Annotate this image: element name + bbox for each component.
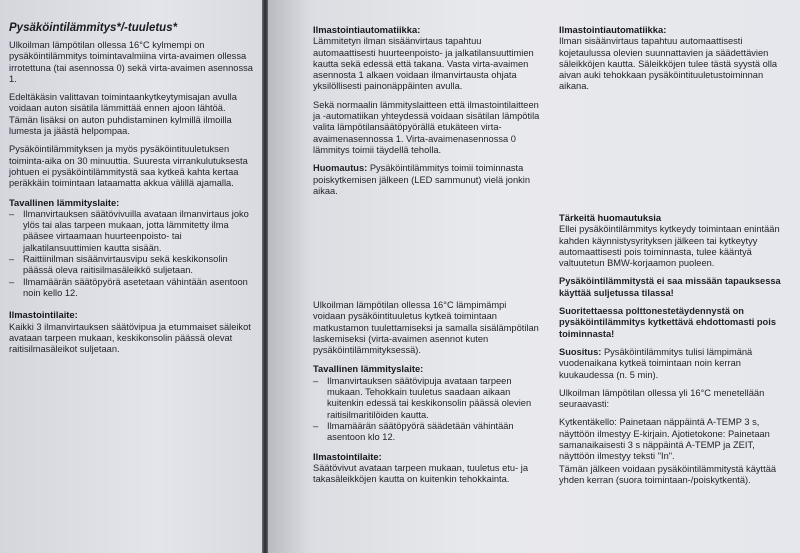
paragraph: Pysäköintilämmityksen ja myös pysäköintituuletuksen toiminta-aika on 30 minuuttia. Suuresta virrankulutuksesta johtuen ei pysäköintilämmitystä saa kytkeä kahta kertaa peräkkäin toimintaan lataamatta akkua välillä ajamalla. bbox=[9, 144, 248, 189]
left-page bbox=[0, 0, 262, 553]
paragraph: Ulkoilman lämpötilan ollessa yli 16°C menetellään seuraavasti: bbox=[559, 387, 765, 410]
list-item: – Ilmanvirtauksen säätövipuja avataan tarpeen mukaan. Tehokkain tuuletus saadaan aikaan kuitenkin edessä tai keskikonsolin päässä olevien raitisilmaritilöiden kautta. bbox=[313, 376, 541, 421]
paragraph: Ellei pysäköintilämmitys kytkeydy toimintaan enintään kahden käynnistysyrityksen jälkeen tai kytkeytyy automaattisesti pois toiminnasta, tulee kääntyä valtuutetun BMW-korjaamon puoleen. bbox=[559, 224, 780, 269]
recommendation bbox=[559, 347, 791, 381]
section-heading: Tavallinen lämmityslaite: bbox=[9, 196, 120, 208]
list-item: – Ilmanvirtauksen säätövivuilla avataan ilmanvirtaus joko ylös tai alas tarpeen mukaan, jotta lämmitetty ilma pääsee virtaamaan huurteenpoisto- tai jalkatilansuuttimien kautta sisään. bbox=[9, 209, 254, 254]
warning: Suoritettaessa polttonestetäydennystä on pysäköintilämmitys kytkettävä ehdottomasti pois toiminnasta! bbox=[559, 306, 776, 339]
note-text: Pysäköintilämmitys toimii toiminnasta poiskytkemisen jälkeen (LED sammunut) vielä jonkin aikaa. bbox=[313, 163, 531, 196]
paragraph: Kaikki 3 ilmanvirtauksen säätövipua ja etummaiset säleikot avataan tarpeen mukaan, keskikonsolin päässä olevat raitisilmasäleikot suljetaan. bbox=[9, 321, 251, 355]
list-item: – Raittiinilman sisäänvirtausvipu sekä keskikonsolin päässä oleva raitisilmasäleikkö suljetaan. bbox=[9, 254, 254, 277]
right-page bbox=[268, 0, 800, 553]
section-heading: Ilmastointiautomatiikka: bbox=[313, 24, 421, 35]
bullet-list bbox=[313, 376, 541, 444]
paragraph: Sekä normaalin lämmityslaitteen että ilmastointilaitteen ja -automatiikan yhteydessä voidaan sisätilan lämpötila valita lämpötilansäätöpyörällä etukäteen virta-avaimenasennossa 1. Virta-avaimenasennossa 0 lämmitys toimii täydellä teholla. bbox=[313, 99, 540, 155]
section-heading: Ilmastointilaite: bbox=[9, 309, 78, 321]
right-column-bottom bbox=[559, 212, 791, 493]
section-heading: Tärkeitä huomautuksia bbox=[559, 212, 662, 223]
right-column-top bbox=[559, 24, 791, 100]
middle-column-top bbox=[313, 24, 541, 204]
paragraph: Tämän jälkeen voidaan pysäköintilämmitystä käyttää yhden kerran (suora toimintaan-/poiskytkentä). bbox=[559, 463, 777, 485]
paragraph: Ulkoilman lämpötilan ollessa 16°C kylmempi on pysäköintilämmitys toimintavalmiina virta-avaimen ollessa irrotettuna (tai asennossa 0) sekä virta-avaimen asennossa 1. bbox=[9, 40, 253, 84]
warning: Pysäköintilämmitystä ei saa missään tapauksessa käyttää suljetussa tilassa! bbox=[559, 276, 781, 298]
page-title: Pysäköintilämmitys*/-tuuletus* bbox=[9, 22, 178, 34]
list-item: – Ilmamäärän säätöpyörä säädetään vähintään asentoon klo 12. bbox=[313, 421, 541, 444]
recommendation-text: Pysäköintilämmitys tulisi lämpimänä vuodenaikana kytkeä toimintaan noin kerran kuukaudessa (n. 5 min). bbox=[559, 346, 753, 380]
paragraph: Ilman sisäänvirtaus tapahtuu automaattisesti kojetaulussa olevien suunnattavien ja säädettävien säleikköjen kautta. Säleikköjen tulee tästä syystä olla aivan auki tehokkaan pysäköintituuletustoiminnan aikana. bbox=[559, 36, 778, 92]
note-paragraph bbox=[313, 163, 541, 197]
paragraph: Kytkentäkello: Painetaan näppäintä A-TEMP 3 s, näyttöön ilmestyy E-kirjain. Ajotietokone: Painetaan samanaikaisesti 3 s näppäintä A-TEMP ja ZEIT, näyttöön ilmestyy teksti "In". bbox=[559, 417, 770, 462]
recommendation-label: Suositus: bbox=[559, 346, 602, 357]
middle-column-bottom bbox=[313, 300, 541, 492]
paragraph: Ulkoilman lämpötilan ollessa 16°C lämpimämpi voidaan pysäköintituuletus kytkeä toimintaan matkustamon tuulettamiseksi ja samalla sisälämpötilan laskemiseksi (virta-avaimen asennot kuten pysäköintilämmityksessä). bbox=[313, 300, 539, 356]
section-heading: Ilmastointilaite: bbox=[313, 450, 382, 462]
paragraph: Säätövivut avataan tarpeen mukaan, tuuletus etu- ja takasäleikköjen kautta on kuitenkin tehokkainta. bbox=[313, 462, 528, 485]
bullet-list bbox=[9, 209, 254, 299]
note-label: Huomautus: bbox=[313, 163, 368, 174]
section-heading: Tavallinen lämmityslaite: bbox=[313, 363, 424, 375]
section-heading: Ilmastointiautomatiikka: bbox=[559, 24, 667, 35]
paragraph: Lämmitetyn ilman sisäänvirtaus tapahtuu automaattisesti huurteenpoisto- ja jalkatilansuuttimien kautta sekä edessä että takana. Vasta virta-avaimen asennosta 1 alkaen voidaan ilmanvirtausta ohjata yksilöllisesti painonäppäinten avulla. bbox=[313, 36, 534, 92]
list-item: – Ilmamäärän säätöpyörä asetetaan vähintään asentoon noin kello 12. bbox=[9, 277, 254, 300]
paragraph: Edeltäkäsin valittavan toimintaankytkeytymisajan avulla voidaan auton sisätila lämmittää ennen ajoon lähtöä. Tämän lisäksi on auton puhdistaminen kylmillä ilmoilla lumesta ja jäästä helpompaa. bbox=[9, 92, 237, 137]
